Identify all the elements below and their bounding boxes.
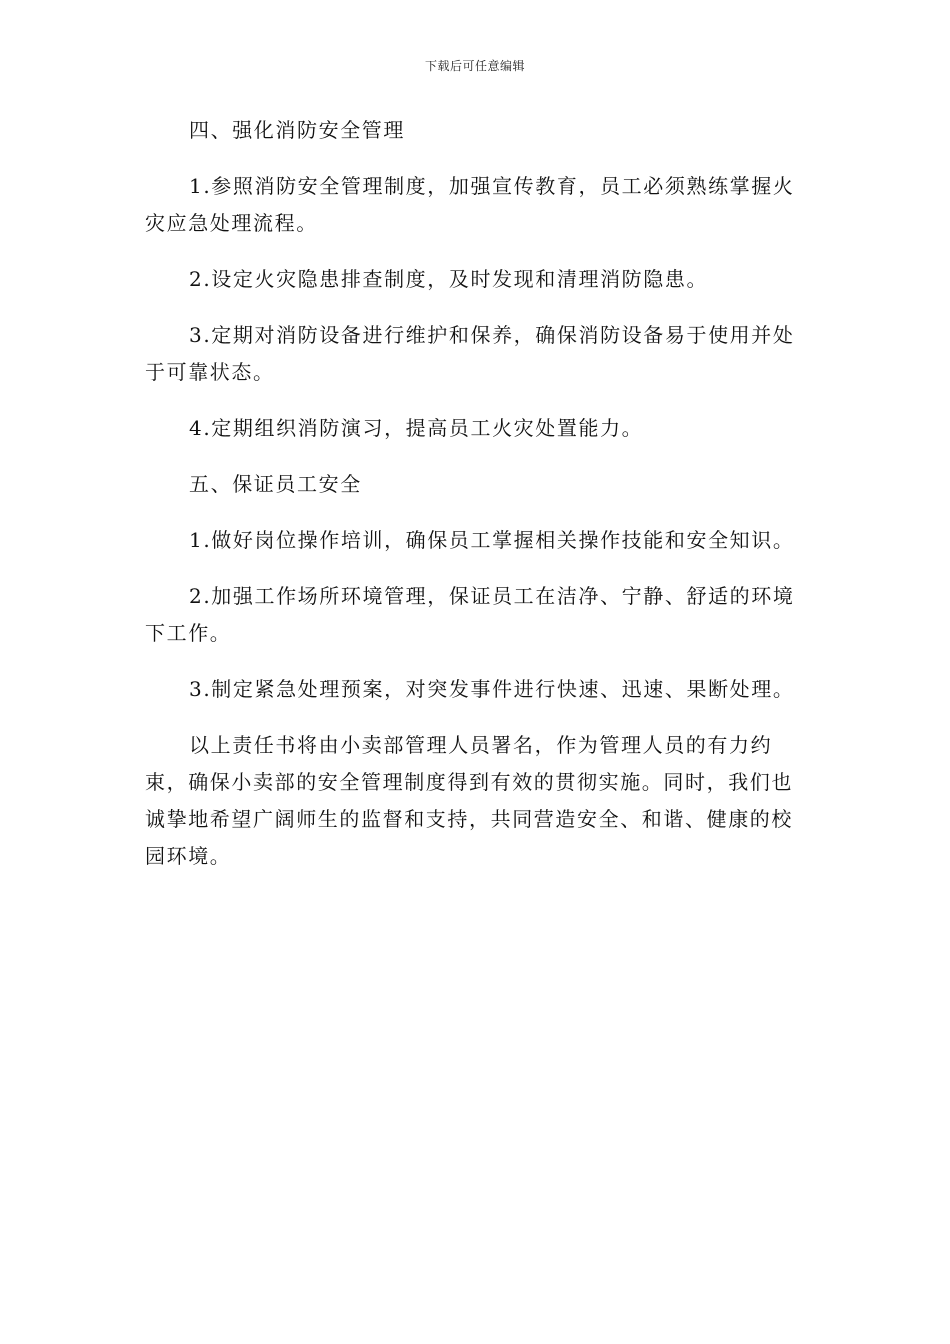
closing-paragraph: 以上责任书将由小卖部管理人员署名，作为管理人员的有力约束，确保小卖部的安全管理制度得到有效的贯彻实施。同时，我们也诚挚地希望广阔师生的监督和支持，共同营造安全、和谐、健康的校园环境。 xyxy=(145,733,793,868)
document-body xyxy=(145,112,810,894)
list-item: 1.参照消防安全管理制度，加强宣传教育，员工必须熟练掌握火灾应急处理流程。 xyxy=(145,174,795,235)
list-item: 4.定期组织消防演习，提高员工火灾处置能力。 xyxy=(189,416,644,440)
section-heading-fire-safety: 四、强化消防安全管理 xyxy=(189,118,405,142)
list-item: 1.做好岗位操作培训，确保员工掌握相关操作技能和安全知识。 xyxy=(189,528,795,552)
list-item: 3.制定紧急处理预案，对突发事件进行快速、迅速、果断处理。 xyxy=(189,677,795,701)
list-item: 2.设定火灾隐患排查制度，及时发现和清理消防隐患。 xyxy=(189,267,709,291)
list-item: 2.加强工作场所环境管理，保证员工在洁净、宁静、舒适的环境下工作。 xyxy=(145,584,795,645)
header-note: 下载后可任意编辑 xyxy=(424,59,525,73)
section-heading-staff-safety: 五、保证员工安全 xyxy=(189,472,362,496)
list-item: 3.定期对消防设备进行维护和保养，确保消防设备易于使用并处于可靠状态。 xyxy=(145,323,795,384)
